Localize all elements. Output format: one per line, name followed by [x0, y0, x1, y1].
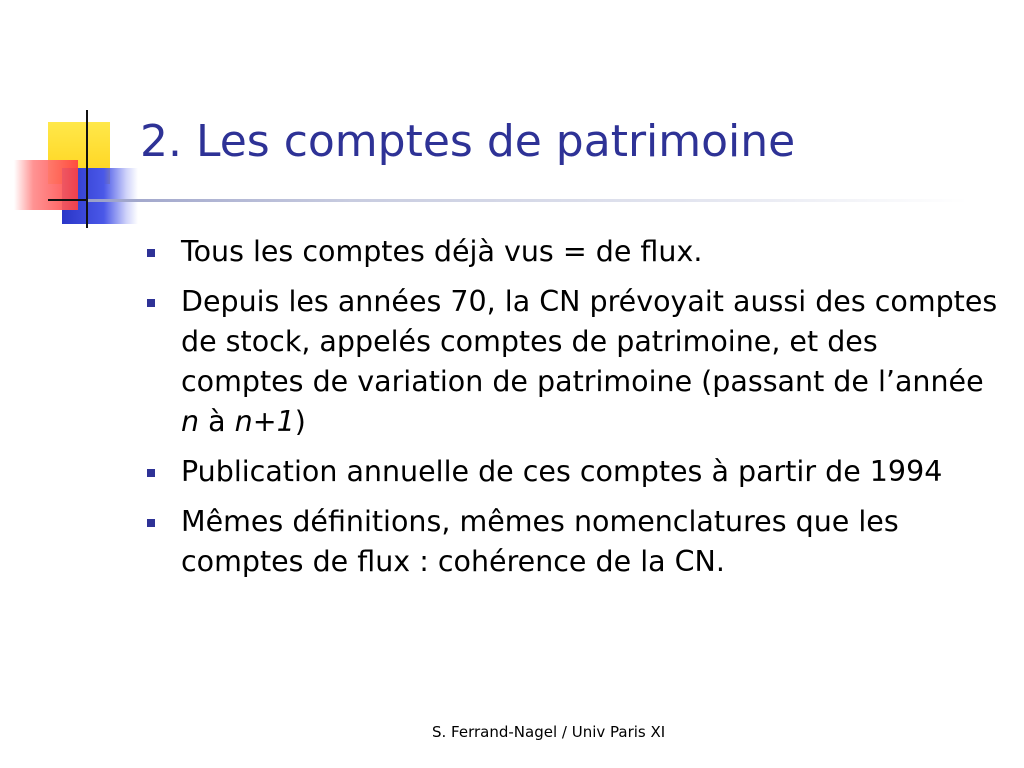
bullet-text: Publication annuelle de ces comptes à partir de 1994 [181, 455, 943, 488]
list-item [144, 232, 1000, 272]
title-divider [88, 199, 968, 202]
slide-logo [0, 0, 150, 240]
logo-vertical-line [86, 110, 88, 228]
list-item [144, 282, 1000, 442]
bullet-text-part: ) [294, 405, 306, 438]
list-item [144, 502, 1000, 582]
bullet-text: Mêmes définitions, mêmes nomenclatures que les comptes de flux : cohérence de la CN. [181, 505, 899, 578]
bullet-list [144, 232, 1000, 592]
logo-red-square [14, 160, 78, 210]
bullet-text [181, 285, 997, 438]
bullet-text-part: Depuis les années 70, la CN prévoyait aussi des comptes de stock, appelés comptes de patrimoine, et des comptes de variation de patrimoine (passant de l’année [181, 285, 998, 398]
square-bullet-icon [147, 299, 155, 307]
italic-variable-n-plus-1: n+1 [234, 405, 295, 438]
slide-title: 2. Les comptes de patrimoine [140, 116, 796, 167]
list-item [144, 452, 1000, 492]
square-bullet-icon [147, 469, 155, 477]
square-bullet-icon [147, 249, 155, 257]
italic-variable-n: n [181, 405, 200, 438]
slide-footer: S. Ferrand-Nagel / Univ Paris XI [432, 723, 666, 741]
square-bullet-icon [147, 519, 155, 527]
bullet-text: Tous les comptes déjà vus = de flux. [181, 235, 703, 268]
bullet-text-part: à [199, 405, 235, 438]
